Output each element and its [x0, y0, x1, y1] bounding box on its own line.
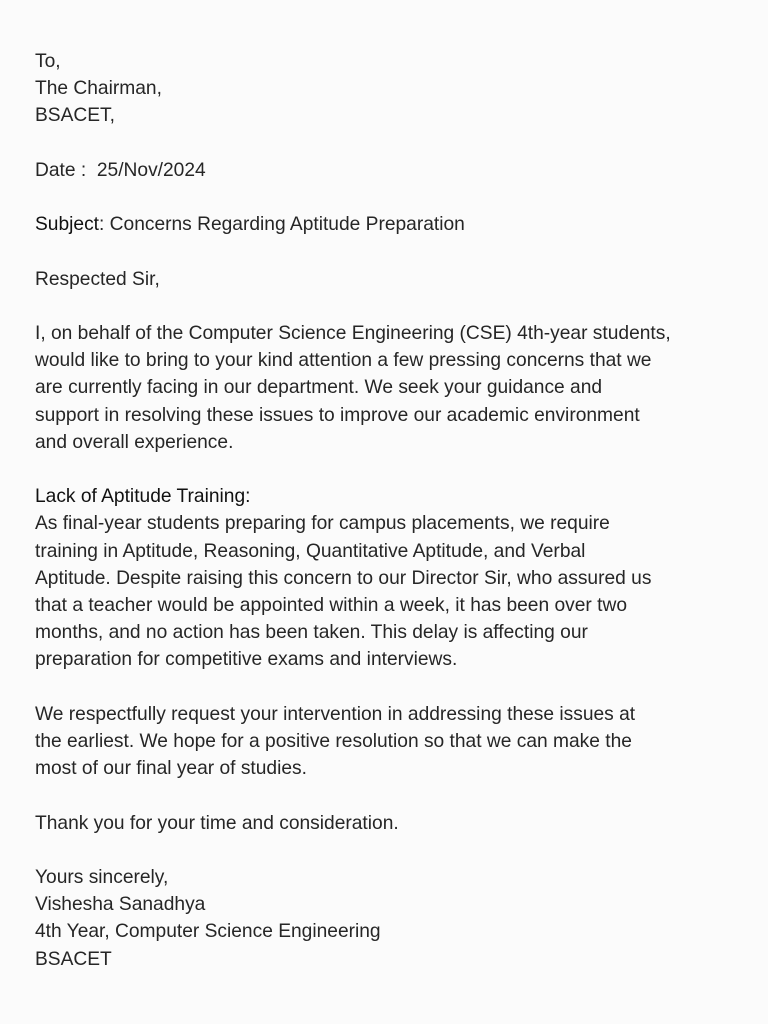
date-value: 25/Nov/2024: [96, 159, 206, 181]
thanks-text: Thank you for your time and consideration.: [35, 812, 399, 834]
section-heading: Lack of Aptitude Training:: [35, 486, 251, 508]
sender-institution: BSACET: [35, 948, 112, 970]
section-line: that a teacher would be appointed within a week, it has been over two: [35, 594, 627, 616]
intro-line: I, on behalf of the Computer Science Engineering (CSE) 4th-year students,: [35, 322, 671, 344]
section-line: preparation for competitive exams and interviews.: [35, 649, 458, 671]
sender-designation: 4th Year, Computer Science Engineering: [35, 921, 381, 943]
subject-line: [35, 211, 748, 238]
section-line: training in Aptitude, Reasoning, Quantitative Aptitude, and Verbal: [35, 540, 586, 562]
date-label: Date :: [35, 159, 87, 181]
section-line: As final-year students preparing for campus placements, we require: [35, 513, 610, 535]
request-line: the earliest. We hope for a positive resolution so that we can make the: [35, 730, 632, 752]
request-paragraph: [35, 701, 748, 783]
intro-paragraph: [35, 320, 748, 456]
intro-line: support in resolving these issues to improve our academic environment: [35, 404, 640, 426]
intro-line: would like to bring to your kind attention a few pressing concerns that we: [35, 350, 652, 372]
section-line: months, and no action has been taken. This delay is affecting our: [35, 622, 588, 644]
intro-line: are currently facing in our department. We seek your guidance and: [35, 377, 603, 399]
recipient-title: The Chairman,: [35, 78, 162, 100]
section-line: Aptitude. Despite raising this concern to our Director Sir, who assured us: [35, 567, 652, 589]
closing: Yours sincerely,: [35, 866, 169, 888]
salutation-text: Respected Sir,: [35, 268, 160, 290]
recipient-institution: BSACET,: [35, 105, 115, 127]
subject-text: : Concerns Regarding Aptitude Preparation: [99, 214, 465, 236]
request-line: most of our final year of studies.: [35, 758, 307, 780]
intro-line: and overall experience.: [35, 431, 234, 453]
sender-name: Vishesha Sanadhya: [35, 894, 206, 916]
aptitude-section: [35, 483, 748, 673]
salutation: [35, 266, 748, 293]
signature-block: [35, 864, 748, 973]
date-line: [35, 157, 748, 184]
recipient-block: [35, 48, 748, 130]
subject-label: Subject: [35, 214, 99, 236]
to-label: To,: [35, 51, 61, 72]
thanks-paragraph: [35, 810, 748, 837]
request-line: We respectfully request your intervention in addressing these issues at: [35, 703, 636, 725]
